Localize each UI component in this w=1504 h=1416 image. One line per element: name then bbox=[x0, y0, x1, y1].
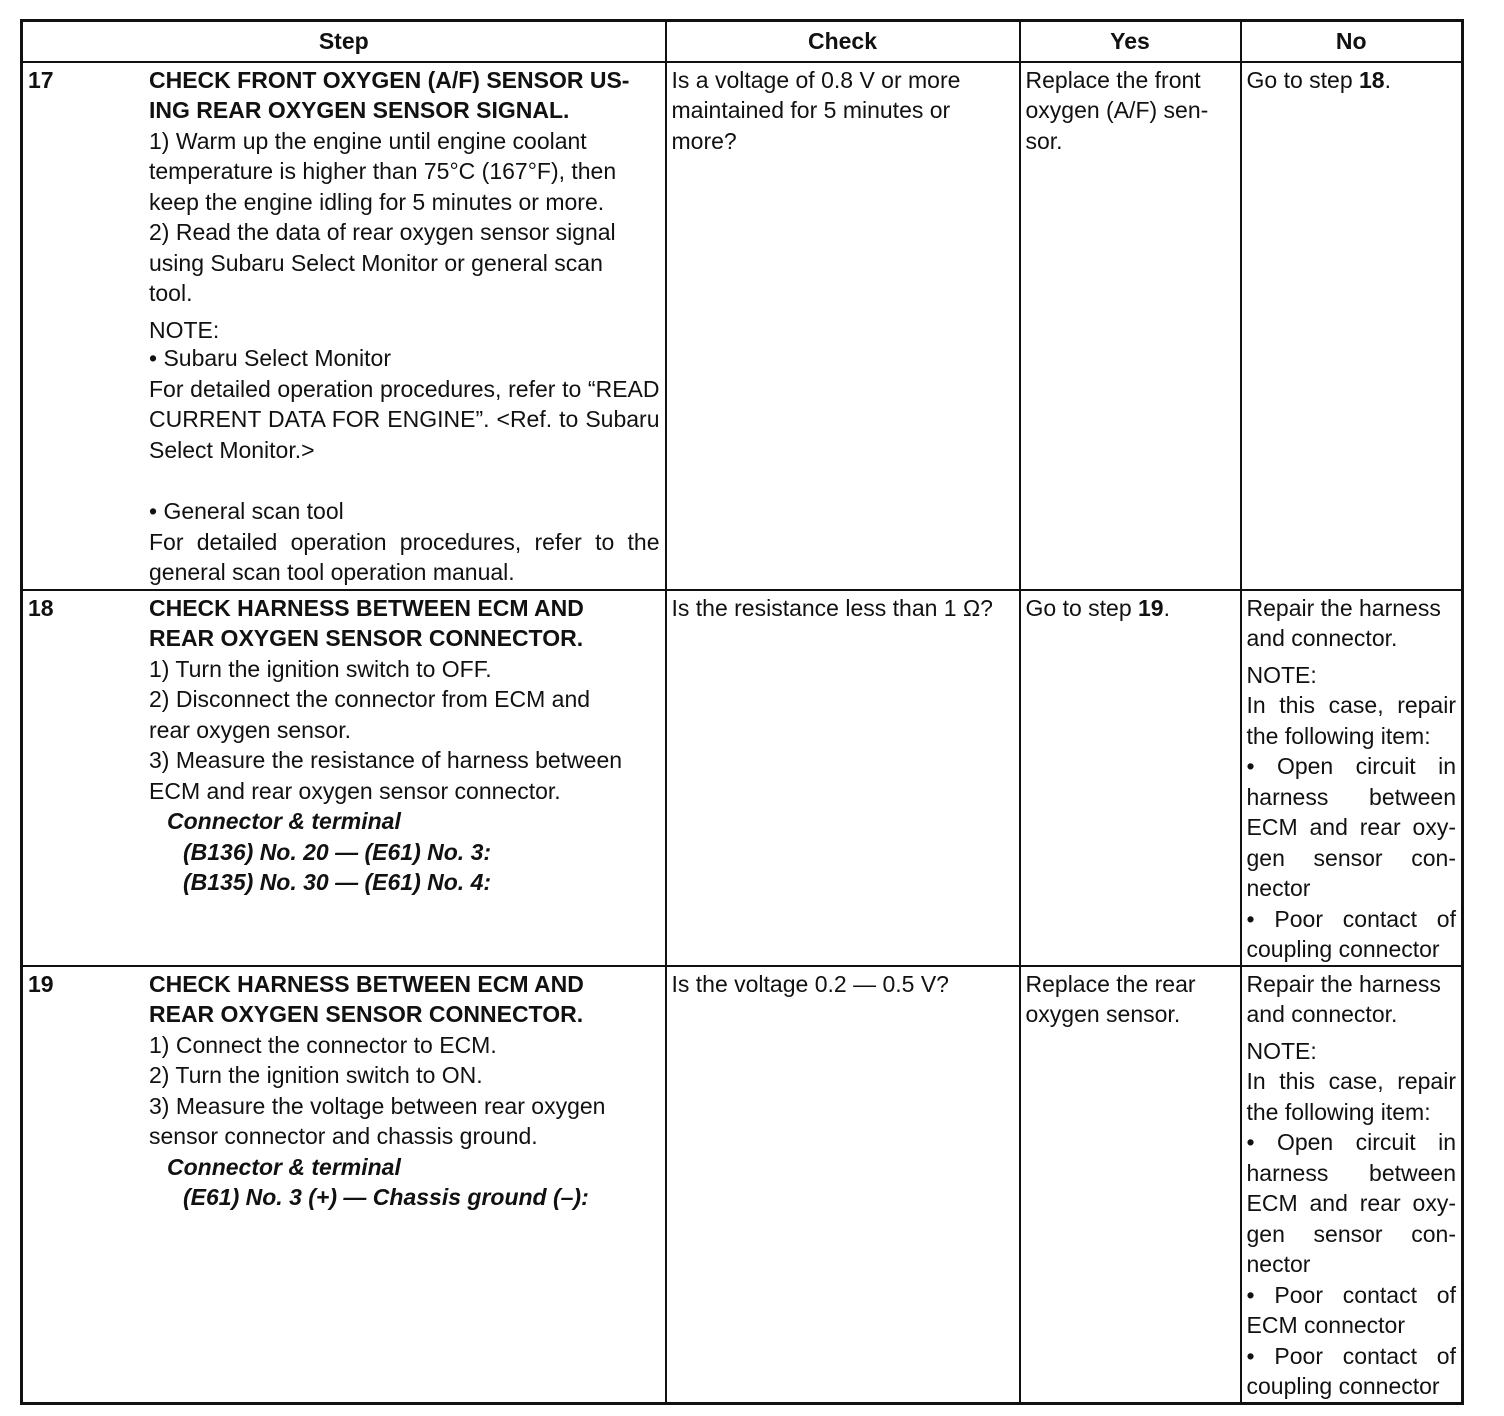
step-title-line: ING REAR OXYGEN SENSOR SIGNAL. bbox=[149, 97, 570, 123]
note-item: • Subaru Select Monitor bbox=[149, 345, 392, 371]
no-text: and connector. bbox=[1246, 1001, 1398, 1027]
step-title-line: CHECK HARNESS BETWEEN ECM AND bbox=[149, 970, 584, 997]
header-check: Check bbox=[666, 21, 1020, 62]
step-reference[interactable]: 19 bbox=[1138, 594, 1164, 621]
note-item: • Poor contact of coupling connector bbox=[1246, 1342, 1456, 1399]
step-cell bbox=[22, 590, 666, 966]
step-reference[interactable]: 18 bbox=[1359, 66, 1385, 93]
no-text: Go to step bbox=[1246, 66, 1360, 93]
note-item: • Poor contact of ECM connector bbox=[1246, 1281, 1456, 1338]
step-title-line: REAR OXYGEN SENSOR CONNECTOR. bbox=[149, 1001, 584, 1027]
connector-terminal: (B135) No. 30 — (E61) No. 4: bbox=[183, 869, 492, 895]
step-title-line: CHECK HARNESS BETWEEN ECM AND bbox=[149, 594, 584, 621]
no-text: Repair the harness bbox=[1246, 970, 1441, 997]
note-item: • Open circuit in harness between ECM and rear oxy-gen sensor con-nector bbox=[1246, 1129, 1456, 1277]
no-text: Repair the harness bbox=[1246, 594, 1441, 621]
step-number: 18 bbox=[28, 594, 54, 621]
procedure-line: tool. bbox=[149, 280, 193, 306]
check-cell: Is the resistance less than 1 Ω? bbox=[666, 590, 1020, 966]
procedure-line: temperature is higher than 75°C (167°F), then bbox=[149, 158, 617, 184]
procedure-line: 2) Read the data of rear oxygen sensor signal bbox=[149, 219, 616, 245]
yes-text: . bbox=[1163, 594, 1170, 621]
note-label: NOTE: bbox=[1246, 661, 1317, 688]
no-cell bbox=[1241, 62, 1463, 590]
note-label: NOTE: bbox=[149, 316, 220, 343]
procedure-line: keep the engine idling for 5 minutes or more. bbox=[149, 188, 605, 215]
step-number: 17 bbox=[28, 66, 54, 93]
no-text: . bbox=[1384, 66, 1391, 93]
yes-text: Go to step bbox=[1025, 594, 1139, 621]
check-cell: Is the voltage 0.2 — 0.5 V? bbox=[666, 966, 1020, 1404]
diagnostic-table bbox=[20, 19, 1464, 1405]
connector-label: Connector & terminal bbox=[167, 808, 401, 834]
table-row bbox=[22, 590, 1463, 966]
no-text: and connector. bbox=[1246, 625, 1398, 651]
step-number: 19 bbox=[28, 970, 54, 997]
connector-terminal: (B136) No. 20 — (E61) No. 3: bbox=[183, 838, 492, 865]
procedure-line: 1) Turn the ignition switch to OFF. bbox=[149, 655, 492, 682]
step-title-line: REAR OXYGEN SENSOR CONNECTOR. bbox=[149, 625, 584, 651]
procedure-line: 1) Connect the connector to ECM. bbox=[149, 1031, 497, 1058]
procedure-line: 3) Measure the voltage between rear oxygen bbox=[149, 1092, 606, 1119]
table-row bbox=[22, 62, 1463, 590]
note-label: NOTE: bbox=[1246, 1037, 1317, 1064]
header-yes: Yes bbox=[1020, 21, 1241, 62]
note-text: In this case, repair the following item: bbox=[1246, 1068, 1456, 1125]
note-item: • General scan tool bbox=[149, 498, 344, 524]
note-item: • Poor contact of coupling connector bbox=[1246, 905, 1456, 962]
procedure-line: ECM and rear oxygen sensor connector. bbox=[149, 777, 561, 804]
check-cell: Is a voltage of 0.8 V or more maintained for 5 minutes or more? bbox=[666, 62, 1020, 590]
table-row bbox=[22, 966, 1463, 1404]
procedure-line: 2) Disconnect the connector from ECM and bbox=[149, 686, 591, 712]
yes-cell bbox=[1020, 590, 1241, 966]
note-item-text: For detailed operation procedures, refer to the general scan tool operation manual. bbox=[149, 528, 660, 585]
header-no: No bbox=[1241, 21, 1463, 62]
procedure-line: rear oxygen sensor. bbox=[149, 716, 352, 743]
note-text: In this case, repair the following item: bbox=[1246, 692, 1456, 749]
no-cell bbox=[1241, 590, 1463, 966]
step-title-line: CHECK FRONT OXYGEN (A/F) SENSOR US- bbox=[149, 66, 630, 93]
no-cell bbox=[1241, 966, 1463, 1404]
procedure-line: 1) Warm up the engine until engine coolant bbox=[149, 127, 587, 154]
procedure-line: 3) Measure the resistance of harness between bbox=[149, 747, 623, 773]
header-row bbox=[22, 21, 1463, 62]
step-cell bbox=[22, 62, 666, 590]
note-item-text: For detailed operation procedures, refer to “READ CURRENT DATA FOR ENGINE”. <Ref. to Subaru Select Monitor.> bbox=[149, 375, 660, 463]
yes-cell: Replace the rear oxygen sensor. bbox=[1020, 966, 1241, 1404]
yes-cell: Replace the front oxygen (A/F) sen-sor. bbox=[1020, 62, 1241, 590]
step-cell bbox=[22, 966, 666, 1404]
procedure-line: 2) Turn the ignition switch to ON. bbox=[149, 1062, 483, 1088]
connector-terminal: (E61) No. 3 (+) — Chassis ground (–): bbox=[183, 1184, 589, 1210]
procedure-line: using Subaru Select Monitor or general scan bbox=[149, 249, 603, 276]
procedure-line: sensor connector and chassis ground. bbox=[149, 1123, 538, 1149]
note-item: • Open circuit in harness between ECM and rear oxy-gen sensor con-nector bbox=[1246, 753, 1456, 901]
header-step: Step bbox=[22, 21, 666, 62]
connector-label: Connector & terminal bbox=[167, 1153, 401, 1180]
